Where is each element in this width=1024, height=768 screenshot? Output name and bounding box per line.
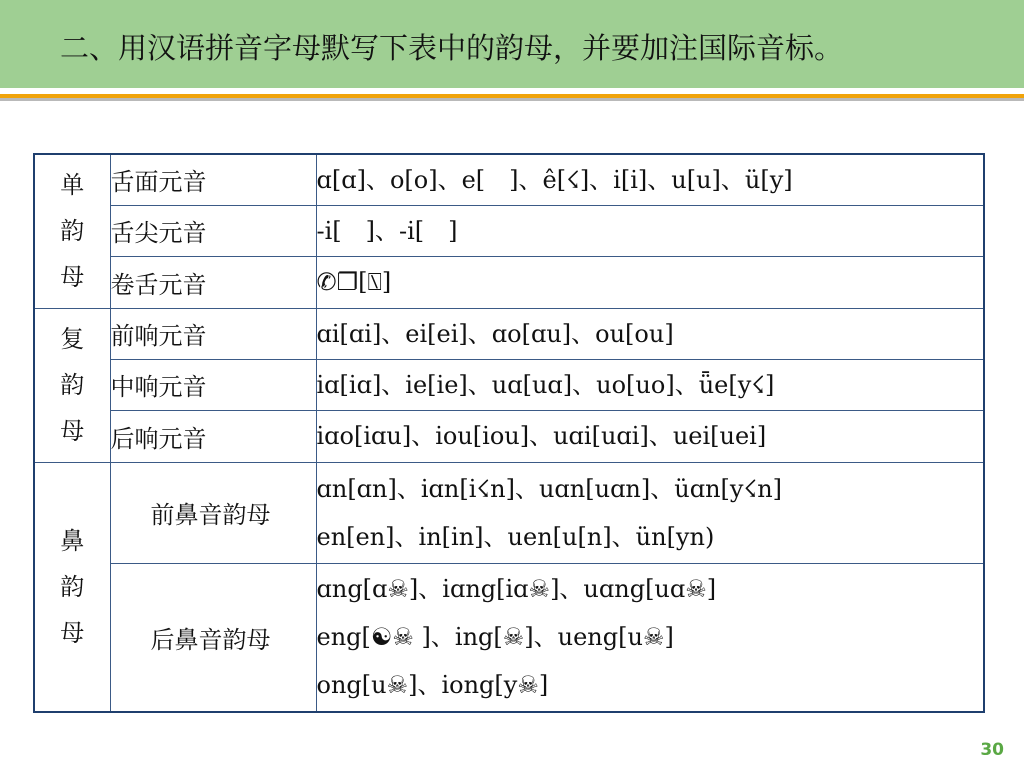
final-values: ɑi[ɑi]、ei[ei]、ɑo[ɑu]、ou[ou] — [316, 308, 984, 359]
final-type: 后响元音 — [110, 410, 316, 462]
page-number: 30 — [980, 740, 1004, 760]
table-row — [34, 359, 984, 410]
final-values: ɑn[ɑn]、iɑn[i☇n]、uɑn[uɑn]、üɑn[y☇n] en[en]、in[in]、uen[u[n]、ün[yn) — [316, 462, 984, 563]
final-values: iɑo[iɑu]、iou[iou]、uɑi[uɑi]、uei[uei] — [316, 410, 984, 462]
final-values: ɑ[ɑ]、o[o]、e[ ]、ê[☇]、i[i]、u[u]、ü[y] — [316, 154, 984, 205]
table-row — [34, 256, 984, 308]
group-label-nasal: 鼻 韵 母 — [34, 462, 110, 712]
table-row — [34, 563, 984, 712]
table-row — [34, 154, 984, 205]
table-row — [34, 410, 984, 462]
final-type: 舌面元音 — [110, 154, 316, 205]
group-label-compound: 复 韵 母 — [34, 308, 110, 462]
final-values: ✆❐[⍂] — [316, 256, 984, 308]
finals-table — [33, 153, 985, 713]
final-values: iɑ[iɑ]、ie[ie]、uɑ[uɑ]、uo[uo]、ǖe[y☇] — [316, 359, 984, 410]
final-values: ɑng[ɑ☠]、iɑng[iɑ☠]、uɑng[uɑ☠] eng[☯☠ ]、ing[☠]、ueng[u☠] ong[u☠]、iong[y☠] — [316, 563, 984, 712]
final-type: 中响元音 — [110, 359, 316, 410]
group-label-simple: 单 韵 母 — [34, 154, 110, 308]
table-row — [34, 462, 984, 563]
final-type: 后鼻音韵母 — [110, 563, 316, 712]
table-row — [34, 205, 984, 256]
slide-title: 二、用汉语拼音字母默写下表中的韵母，并要加注国际音标。 — [60, 31, 844, 65]
final-type: 卷舌元音 — [110, 256, 316, 308]
final-type: 前响元音 — [110, 308, 316, 359]
gray-rule — [0, 98, 1024, 101]
final-values: -i[ ]、-i[ ] — [316, 205, 984, 256]
table-row — [34, 308, 984, 359]
final-type: 前鼻音韵母 — [110, 462, 316, 563]
final-type: 舌尖元音 — [110, 205, 316, 256]
